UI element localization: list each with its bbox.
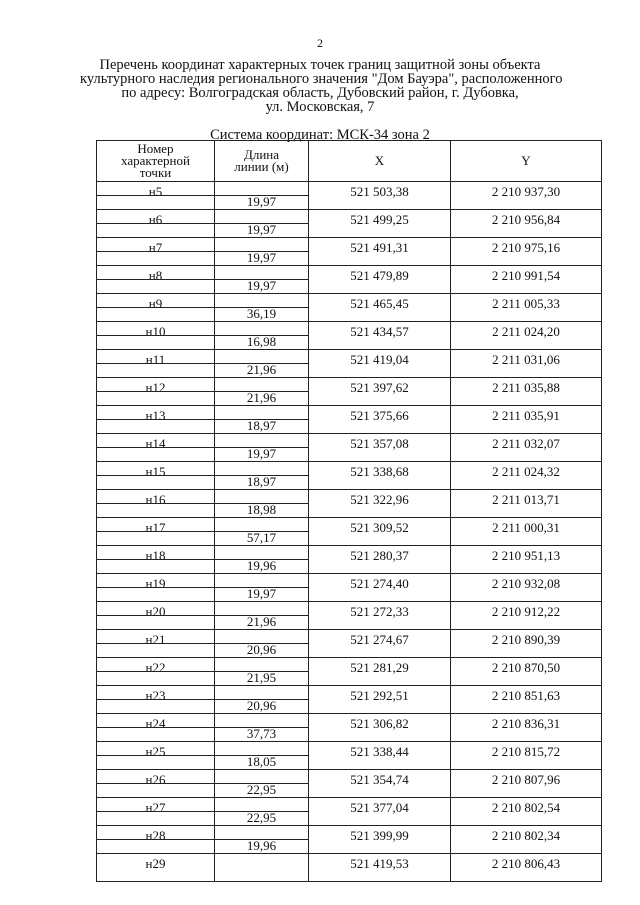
y-cell [451,770,602,798]
table-row [97,490,602,518]
line-length: 20,96 [246,698,277,713]
x-cell [309,658,451,686]
row-divider [97,755,214,756]
row-divider [97,671,214,672]
point-number-cell [97,658,215,686]
table-row [97,322,602,350]
line-length-cell [215,210,309,238]
header-point-number: Номер характерной точки [97,141,215,182]
y-value: 2 210 807,96 [491,772,561,787]
table-row [97,210,602,238]
y-cell [451,518,602,546]
x-cell [309,798,451,826]
x-value: 521 338,44 [350,744,409,759]
x-cell [309,350,451,378]
row-divider [97,559,214,560]
point-number: н17 [145,520,166,535]
y-cell [451,546,602,574]
line-length: 18,97 [246,474,277,489]
page-number: 2 [317,36,323,50]
point-number-cell [97,546,215,574]
y-cell [451,462,602,490]
y-cell [451,378,602,406]
y-value: 2 211 035,91 [492,408,560,423]
x-value: 521 399,99 [350,828,409,843]
title-line: ул. Московская, 7 [265,99,375,115]
x-cell [309,490,451,518]
x-value: 521 309,52 [350,520,409,535]
document-title [80,57,563,115]
y-value: 2 210 815,72 [491,744,561,759]
point-number: н6 [148,212,163,227]
table-row [97,574,602,602]
y-value: 2 211 024,32 [492,464,560,479]
line-length-cell [215,490,309,518]
x-value: 521 281,29 [350,660,409,675]
line-length-cell [215,630,309,658]
table-row [97,770,602,798]
x-cell [309,686,451,714]
x-cell [309,378,451,406]
title-line: культурного наследия регионального значения "Дом Бауэра", расположенного [80,71,563,87]
row-divider [97,783,214,784]
y-value: 2 210 956,84 [491,212,561,227]
x-value: 521 272,33 [350,604,409,619]
point-number-cell [97,574,215,602]
line-length: 16,98 [246,334,277,349]
point-number-cell [97,210,215,238]
table-row [97,434,602,462]
point-number-cell [97,350,215,378]
line-length: 21,95 [246,670,277,685]
title-line: по адресу: Волгоградская область, Дубовский район, г. Дубовка, [121,85,519,101]
y-cell [451,182,602,210]
header-line-length: Длина линии (м) [215,141,309,182]
y-cell [451,602,602,630]
y-cell [451,798,602,826]
line-length-cell [215,378,309,406]
header-y: Y [451,141,602,182]
point-number-cell [97,854,215,882]
coordinate-system-caption: Система координат: МСК-34 зона 2 [210,127,430,143]
point-number-cell [97,602,215,630]
line-length: 19,97 [246,586,277,601]
table-row [97,826,602,854]
x-cell [309,294,451,322]
y-cell [451,238,602,266]
table-header-row [97,141,602,182]
table-row [97,182,602,210]
y-value: 2 211 024,20 [492,324,560,339]
line-length-cell [215,182,309,210]
point-number: н25 [145,744,166,759]
row-divider [97,615,214,616]
x-value: 521 357,08 [350,436,409,451]
y-value: 2 211 035,88 [492,380,560,395]
table-row [97,518,602,546]
line-length-cell [215,574,309,602]
x-value: 521 465,45 [350,296,409,311]
x-cell [309,770,451,798]
row-divider [97,363,214,364]
table-row [97,714,602,742]
point-number-cell [97,434,215,462]
table-row [97,602,602,630]
point-number-cell [97,490,215,518]
y-cell [451,406,602,434]
point-number: н15 [145,464,166,479]
y-value: 2 210 836,31 [491,716,561,731]
x-cell [309,742,451,770]
x-value: 521 375,66 [350,408,409,423]
title-line: Перечень координат характерных точек границ защитной зоны объекта [99,57,541,73]
point-number-cell [97,182,215,210]
table-row [97,294,602,322]
point-number: н12 [145,380,166,395]
table-row [97,350,602,378]
point-number: н14 [145,436,166,451]
y-cell [451,826,602,854]
line-length: 22,95 [246,810,277,825]
x-cell [309,826,451,854]
x-cell [309,406,451,434]
line-length: 18,98 [246,502,277,517]
line-length-cell [215,434,309,462]
table-row [97,658,602,686]
y-cell [451,322,602,350]
y-value: 2 211 005,33 [492,296,560,311]
point-number-cell [97,630,215,658]
line-length: 19,97 [246,278,277,293]
x-value: 521 292,51 [350,688,409,703]
x-value: 521 419,53 [350,856,409,871]
line-length: 19,97 [246,446,277,461]
table-row [97,854,602,882]
line-length: 21,96 [246,362,277,377]
table-row [97,630,602,658]
y-cell [451,854,602,882]
x-cell [309,238,451,266]
row-divider [97,839,214,840]
point-number: н21 [145,632,166,647]
row-divider [97,811,214,812]
row-divider [97,419,214,420]
x-cell [309,854,451,882]
x-value: 521 322,96 [350,492,409,507]
point-number: н5 [148,184,163,199]
table-row [97,266,602,294]
x-value: 521 434,57 [350,324,409,339]
line-length: 20,96 [246,642,277,657]
line-length-cell [215,322,309,350]
x-value: 521 274,40 [350,576,409,591]
y-cell [451,574,602,602]
x-value: 521 503,38 [350,184,409,199]
point-number-cell [97,714,215,742]
line-length-cell [215,350,309,378]
row-divider [97,475,214,476]
line-length-cell [215,770,309,798]
y-value: 2 210 802,54 [491,800,561,815]
row-divider [97,307,214,308]
x-value: 521 338,68 [350,464,409,479]
line-length-cell [215,798,309,826]
point-number: н28 [145,828,166,843]
y-value: 2 211 013,71 [492,492,560,507]
line-length-cell [215,658,309,686]
row-divider [97,503,214,504]
x-cell [309,518,451,546]
row-divider [97,447,214,448]
point-number-cell [97,770,215,798]
line-length-cell [215,602,309,630]
line-length: 19,97 [246,250,277,265]
x-value: 521 274,67 [350,632,409,647]
point-number: н9 [148,296,163,311]
line-length-cell [215,854,309,882]
table-row [97,378,602,406]
row-divider [97,195,214,196]
x-cell [309,266,451,294]
y-cell [451,266,602,294]
table-row [97,742,602,770]
table-row [97,798,602,826]
line-length: 19,97 [246,194,277,209]
line-length-cell [215,462,309,490]
y-value: 2 210 870,50 [491,660,561,675]
row-divider [97,251,214,252]
y-value: 2 211 031,06 [492,352,560,367]
line-length-cell [215,294,309,322]
x-cell [309,574,451,602]
point-number: н10 [145,324,166,339]
point-number: н23 [145,688,166,703]
x-value: 521 377,04 [350,800,409,815]
point-number-cell [97,238,215,266]
y-value: 2 210 975,16 [491,240,561,255]
x-value: 521 491,31 [350,240,409,255]
row-divider [97,391,214,392]
x-cell [309,602,451,630]
point-number: н20 [145,604,166,619]
header-x: X [309,141,451,182]
y-cell [451,658,602,686]
point-number-cell [97,406,215,434]
y-cell [451,630,602,658]
point-number: н19 [145,576,166,591]
line-length: 21,96 [246,390,277,405]
point-number: н8 [148,268,163,283]
y-value: 2 210 890,39 [491,632,561,647]
point-number: н27 [145,800,166,815]
y-cell [451,350,602,378]
y-value: 2 210 806,43 [491,856,561,871]
point-number: н16 [145,492,166,507]
row-divider [97,279,214,280]
y-cell [451,742,602,770]
point-number-cell [97,826,215,854]
x-value: 521 354,74 [350,772,409,787]
table-row [97,462,602,490]
line-length: 21,96 [246,614,277,629]
line-length-cell [215,518,309,546]
point-number-cell [97,798,215,826]
line-length-cell [215,406,309,434]
point-number-cell [97,686,215,714]
point-number: н13 [145,408,166,423]
point-number: н24 [145,716,166,731]
x-value: 521 397,62 [350,380,409,395]
x-cell [309,714,451,742]
point-number-cell [97,294,215,322]
x-cell [309,434,451,462]
y-value: 2 210 802,34 [491,828,561,843]
point-number-cell [97,378,215,406]
line-length-cell [215,266,309,294]
point-number: н18 [145,548,166,563]
y-value: 2 211 000,31 [492,520,560,535]
line-length: 37,73 [246,726,277,741]
line-length-cell [215,238,309,266]
coordinates-table [96,140,602,882]
line-length-cell [215,714,309,742]
x-value: 521 280,37 [350,548,409,563]
row-divider [97,643,214,644]
y-cell [451,294,602,322]
row-divider [97,223,214,224]
line-length: 19,96 [246,558,277,573]
y-cell [451,434,602,462]
table-row [97,686,602,714]
point-number: н26 [145,772,166,787]
line-length-cell [215,686,309,714]
row-divider [97,335,214,336]
point-number: н11 [145,352,166,367]
line-length-cell [215,742,309,770]
y-value: 2 210 912,22 [491,604,561,619]
y-value: 2 210 932,08 [491,576,561,591]
y-value: 2 210 951,13 [491,548,561,563]
y-value: 2 211 032,07 [492,436,560,451]
row-divider [97,727,214,728]
line-length-cell [215,546,309,574]
x-value: 521 306,82 [350,716,409,731]
line-length: 19,96 [246,838,277,853]
point-number-cell [97,518,215,546]
x-cell [309,210,451,238]
x-cell [309,322,451,350]
point-number: н29 [145,856,166,871]
x-value: 521 499,25 [350,212,409,227]
y-cell [451,686,602,714]
y-value: 2 210 991,54 [491,268,561,283]
point-number: н22 [145,660,166,675]
point-number: н7 [148,240,163,255]
x-cell [309,182,451,210]
y-cell [451,714,602,742]
y-value: 2 210 937,30 [491,184,561,199]
row-divider [97,699,214,700]
point-number-cell [97,322,215,350]
x-cell [309,462,451,490]
row-divider [97,531,214,532]
line-length: 22,95 [246,782,277,797]
table-row [97,238,602,266]
point-number-cell [97,742,215,770]
table-row [97,406,602,434]
line-length: 19,97 [246,222,277,237]
y-value: 2 210 851,63 [491,688,561,703]
point-number-cell [97,462,215,490]
line-length: 18,97 [246,418,277,433]
line-length: 57,17 [246,530,277,545]
y-cell [451,490,602,518]
y-cell [451,210,602,238]
table-row [97,546,602,574]
x-value: 521 479,89 [350,268,409,283]
point-number-cell [97,266,215,294]
x-value: 521 419,04 [350,352,409,367]
x-cell [309,546,451,574]
x-cell [309,630,451,658]
line-length: 18,05 [246,754,277,769]
line-length: 36,19 [246,306,277,321]
row-divider [97,587,214,588]
line-length-cell [215,826,309,854]
